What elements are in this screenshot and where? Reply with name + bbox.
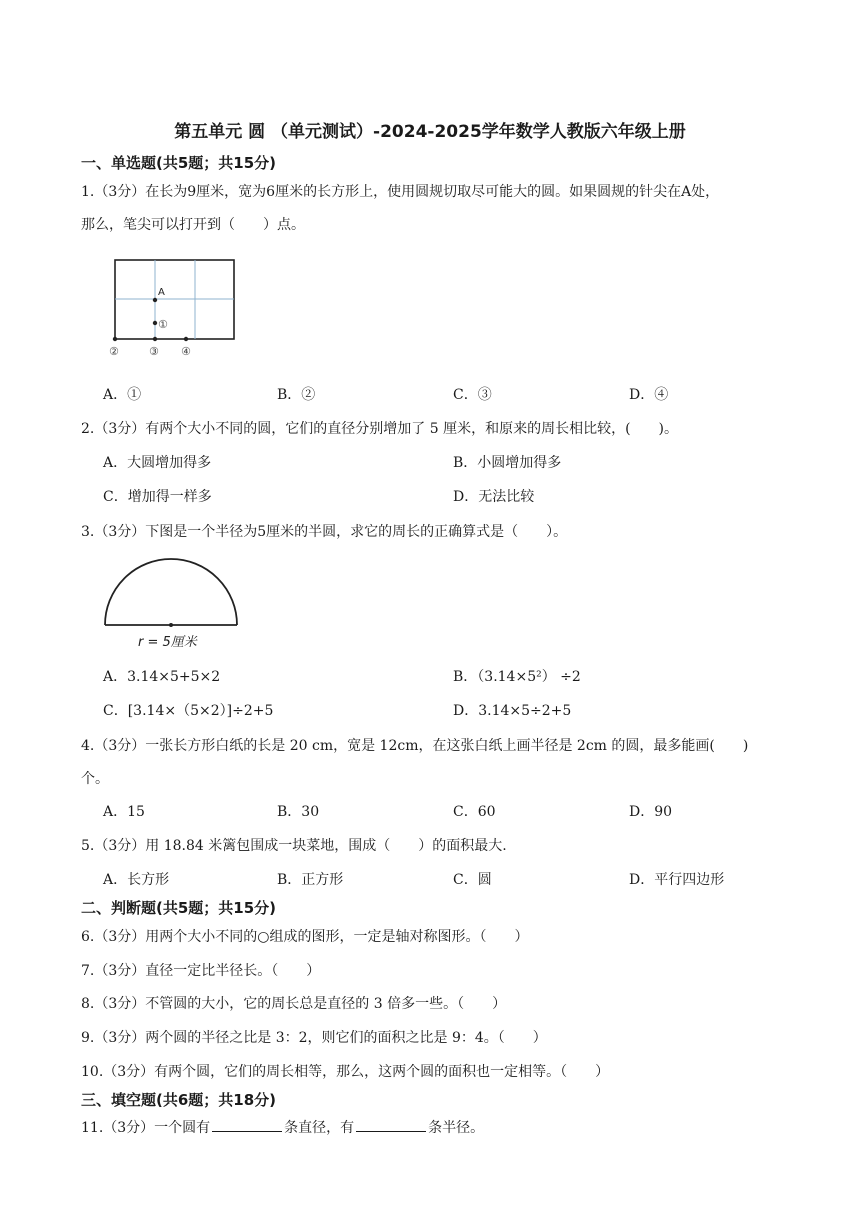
section-heading-single-choice: 一、单选题(共5题；共15分) <box>81 154 277 172</box>
question-2-text: 2.（3分）有两个大小不同的圆，它们的直径分别增加了 5 厘米，和原来的周长相比较，( )。 <box>81 421 678 437</box>
question-4-line-2: 个。 <box>81 771 109 787</box>
section-heading-true-false: 二、判断题(共5题；共15分) <box>81 899 277 917</box>
question-3-text: 3.（3分）下图是一个半径为5厘米的半圆，求它的周长的正确算式是（ ）。 <box>81 524 568 540</box>
question-4-option-a[interactable]: A．15 <box>103 804 145 820</box>
question-1-option-d[interactable]: D．④ <box>629 387 669 403</box>
figure-label-a: A <box>158 287 165 298</box>
question-4-option-d[interactable]: D．90 <box>629 804 673 820</box>
question-1-line-1: 1.（3分）在长为9厘米，宽为6厘米的长方形上，使用圆规切取尽可能大的圆。如果圆规的针尖在A处， <box>81 184 720 200</box>
question-3-option-b[interactable]: B．（3.14×5²） ÷2 <box>453 669 581 685</box>
answer-blank-diameters[interactable] <box>212 1117 282 1132</box>
question-10-text: 10.（3分）有两个圆，它们的周长相等，那么，这两个圆的面积也一定相等。（ ） <box>81 1064 610 1080</box>
figure-label-point-1: ① <box>158 318 168 331</box>
question-2-option-c[interactable]: C．增加得一样多 <box>103 489 212 505</box>
question-1-option-a[interactable]: A．① <box>103 387 142 403</box>
question-11-text <box>81 1117 484 1137</box>
question-2-option-b[interactable]: B．小圆增加得多 <box>453 455 562 471</box>
question-2-option-a[interactable]: A．大圆增加得多 <box>103 455 212 471</box>
question-11-part-1: 11.（3分）一个圆有 <box>81 1120 211 1136</box>
question-1-line-2: 那么，笔尖可以打开到（ ）点。 <box>81 217 305 233</box>
semicircle-radius-label: r = 5厘米 <box>138 635 197 650</box>
question-6-text: 6.（3分）用两个大小不同的○组成的图形，一定是轴对称图形。（ ） <box>81 929 529 945</box>
figure-label-point-3: ③ <box>149 345 159 358</box>
question-7-text: 7.（3分）直径一定比半径长。（ ） <box>81 963 321 979</box>
question-4-line-1: 4.（3分）一张长方形白纸的长是 20 cm，宽是 12cm，在这张白纸上画半径是 2cm 的圆，最多能画( ) <box>81 738 749 754</box>
question-5-option-b[interactable]: B．正方形 <box>277 872 344 888</box>
question-5-option-c[interactable]: C．圆 <box>453 872 492 888</box>
question-4-option-b[interactable]: B．30 <box>277 804 320 820</box>
question-5-text: 5.（3分）用 18.84 米篱包围成一块菜地，围成（ ）的面积最大. <box>81 838 507 854</box>
question-8-text: 8.（3分）不管圆的大小，它的周长总是直径的 3 倍多一些。（ ） <box>81 996 507 1012</box>
question-2-option-d[interactable]: D．无法比较 <box>453 489 535 505</box>
question-9-text: 9.（3分）两个圆的半径之比是 3：2，则它们的面积之比是 9：4。（ ） <box>81 1030 547 1046</box>
figure-label-point-2: ② <box>109 345 119 358</box>
question-5-option-a[interactable]: A．长方形 <box>103 872 170 888</box>
question-11-part-2: 条直径，有 <box>284 1120 355 1136</box>
question-5-option-d[interactable]: D．平行四边形 <box>629 872 725 888</box>
page-title: 第五单元 圆 （单元测试）-2024-2025学年数学人教版六年级上册 <box>174 122 686 142</box>
question-1-rectangle-figure <box>100 252 245 360</box>
question-4-option-c[interactable]: C．60 <box>453 804 496 820</box>
question-1-option-b[interactable]: B．② <box>277 387 316 403</box>
figure-label-point-4: ④ <box>181 345 191 358</box>
answer-blank-radii[interactable] <box>356 1117 426 1132</box>
question-1-option-c[interactable]: C．③ <box>453 387 492 403</box>
question-3-semicircle-figure <box>98 552 250 652</box>
question-3-option-d[interactable]: D．3.14×5÷2+5 <box>453 703 572 719</box>
question-3-option-c[interactable]: C．[3.14×（5×2）]÷2+5 <box>103 703 274 719</box>
section-heading-fill-blank: 三、填空题(共6题；共18分) <box>81 1091 277 1109</box>
question-3-option-a[interactable]: A．3.14×5+5×2 <box>103 669 221 685</box>
question-11-part-3: 条半径。 <box>428 1120 485 1136</box>
